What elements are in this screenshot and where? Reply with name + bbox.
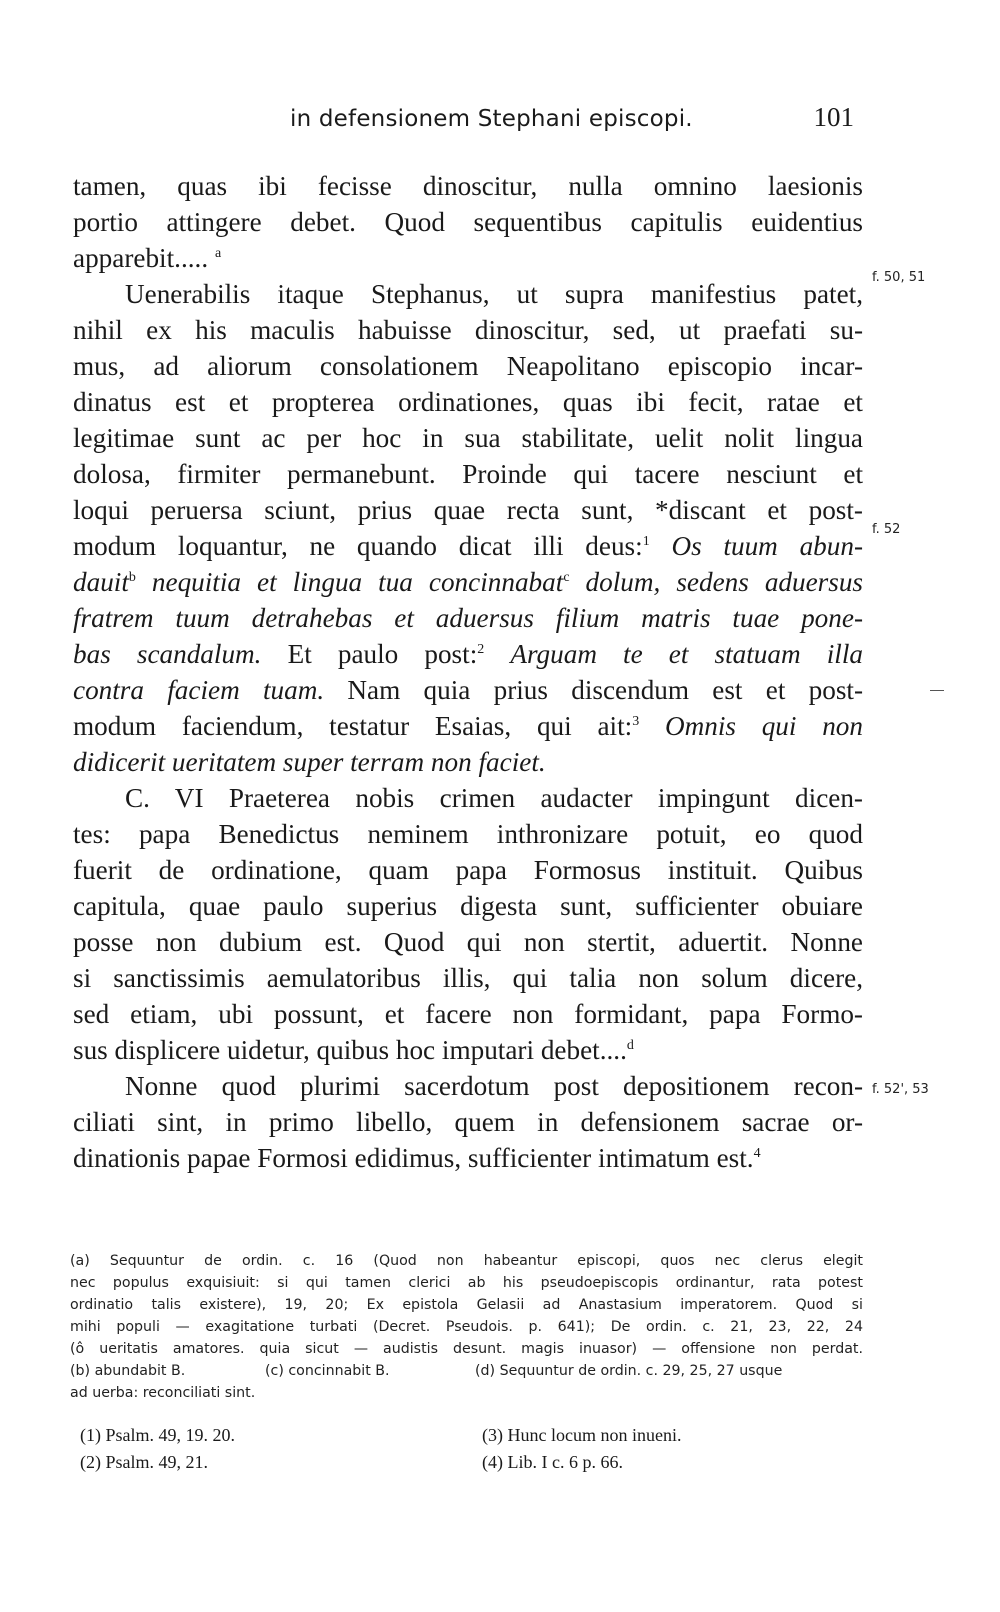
- apparatus-mark: b: [128, 569, 136, 585]
- margin-folio-ref: f. 50, 51: [872, 270, 926, 285]
- apparatus-line: ordinatio talis existere), 19, 20; Ex epistola Gelasii ad Anastasium imperatorem. Quod si: [70, 1297, 863, 1313]
- text-line: apparebit..... $^a$: [73, 243, 222, 273]
- text-line: bas scandalum. Et paulo post:$^2$ Arguam te et statuam illa: [73, 639, 863, 669]
- page-number: 101: [813, 102, 854, 132]
- footnote: (3) Hunc locum non inueni.: [482, 1425, 682, 1445]
- text-line: capitula, quae paulo superius digesta sunt, sufficienter obuiare: [73, 891, 863, 921]
- apparatus-mark: c: [563, 569, 570, 585]
- running-title: in defensionem Stephani episcopi.: [290, 106, 693, 132]
- text-line: Nonne quod plurimi sacerdotum post depositionem recon-: [125, 1071, 863, 1101]
- margin-folio-ref: f. 52: [872, 522, 901, 537]
- text-line: loqui peruersa sciunt, prius quae recta sunt, *discant et post-: [73, 495, 863, 525]
- text-line: fuerit de ordinatione, quam papa Formosus instituit. Quibus: [73, 855, 863, 885]
- text-line: Uenerabilis itaque Stephanus, ut supra manifestius patet,: [125, 279, 863, 309]
- footnote-column-right: [482, 1422, 681, 1476]
- footnote: (1) Psalm. 49, 19. 20.: [80, 1425, 235, 1445]
- text-line: sus displicere uidetur, quibus hoc imputari debet....$^d$: [73, 1035, 634, 1065]
- text-line: dolosa, firmiter permanebunt. Proinde qui tacere nesciunt et: [73, 459, 863, 489]
- text-line: fratrem tuum detrahebas et aduersus filium matris tuae pone-: [73, 603, 863, 633]
- text-line: ciliati sint, in primo libello, quem in defensionem sacrae or-: [73, 1107, 863, 1137]
- text-line: sed etiam, ubi possunt, et facere non formidant, papa Formo-: [73, 999, 863, 1029]
- text-line: modum loquantur, ne quando dicat illi deus:$^1$ Os tuum abun-: [73, 531, 863, 561]
- apparatus-mark: d: [626, 1037, 634, 1053]
- text-line: dinatus est et propterea ordinationes, quas ibi fecit, ratae et: [73, 387, 863, 417]
- main-text: [73, 168, 863, 1176]
- text-line: dauit$^b$ nequitia et lingua tua concinnabat$^c$ dolum, sedens aduersus: [73, 567, 864, 597]
- margin-folio-ref: f. 52', 53: [872, 1082, 929, 1097]
- text-line: didicerit ueritatem super terram non faciet.: [73, 747, 546, 777]
- text-line: dinationis papae Formosi edidimus, sufficienter intimatum est.$^4$: [73, 1143, 761, 1173]
- footnote-mark: 4: [753, 1145, 761, 1161]
- footnote: (4) Lib. I c. 6 p. 66.: [482, 1452, 623, 1472]
- apparatus-line: (ô ueritatis amatores. quia sicut — audistis desunt. magis inuasor) — offensione non perdat.: [70, 1341, 863, 1357]
- footnote-column-left: [80, 1422, 235, 1476]
- apparatus-line: nec populus exquisiuit: si qui tamen clerici ab his pseudoepiscopis ordinantur, rata potest: [70, 1275, 863, 1291]
- text-line: mus, ad aliorum consolationem Neapolitano episcopio incar-: [73, 351, 863, 381]
- footnote-mark: 3: [632, 713, 640, 729]
- apparatus-line: ad uerba: reconciliati sint.: [70, 1385, 256, 1401]
- critical-apparatus: [70, 1250, 863, 1404]
- footnote: (2) Psalm. 49, 21.: [80, 1452, 208, 1472]
- footnote-mark: 1: [642, 533, 650, 549]
- running-header: [60, 92, 860, 144]
- text-line: legitimae sunt ac per hoc in sua stabilitate, uelit nolit lingua: [73, 423, 863, 453]
- apparatus-line: mihi populi — exagitatione turbati (Decret. Pseudois. p. 641); De ordin. c. 21, 23, 22, 24: [70, 1319, 863, 1335]
- margin-dash: [930, 690, 944, 691]
- apparatus-line: (a) Sequuntur de ordin. c. 16 (Quod non habeantur episcopi, quos nec clerus elegit: [70, 1253, 863, 1269]
- chapter-line: C. VI Praeterea nobis crimen audacter impingunt dicen-: [125, 783, 863, 813]
- apparatus-line: (b) abundabit B. (c) concinnabit B. (d) Sequuntur de ordin. c. 29, 25, 27 usque: [70, 1363, 783, 1379]
- text-line: tamen, quas ibi fecisse dinoscitur, nulla omnino laesionis: [73, 171, 863, 201]
- text-line: modum faciendum, testatur Esaias, qui ait:$^3$ Omnis qui non: [73, 711, 863, 741]
- apparatus-mark: a: [214, 245, 222, 261]
- text-line: contra faciem tuam. Nam quia prius discendum est et post-: [73, 675, 864, 705]
- text-line: si sanctissimis aemulatoribus illis, qui talia non solum dicere,: [73, 963, 863, 993]
- text-line: portio attingere debet. Quod sequentibus capitulis euidentius: [73, 207, 863, 237]
- text-line: tes: papa Benedictus neminem inthronizare potuit, eo quod: [73, 819, 863, 849]
- footnote-mark: 2: [477, 641, 485, 657]
- text-line: posse non dubium est. Quod qui non stertit, aduertit. Nonne: [73, 927, 863, 957]
- text-line: nihil ex his maculis habuisse dinoscitur, sed, ut praefati su-: [73, 315, 863, 345]
